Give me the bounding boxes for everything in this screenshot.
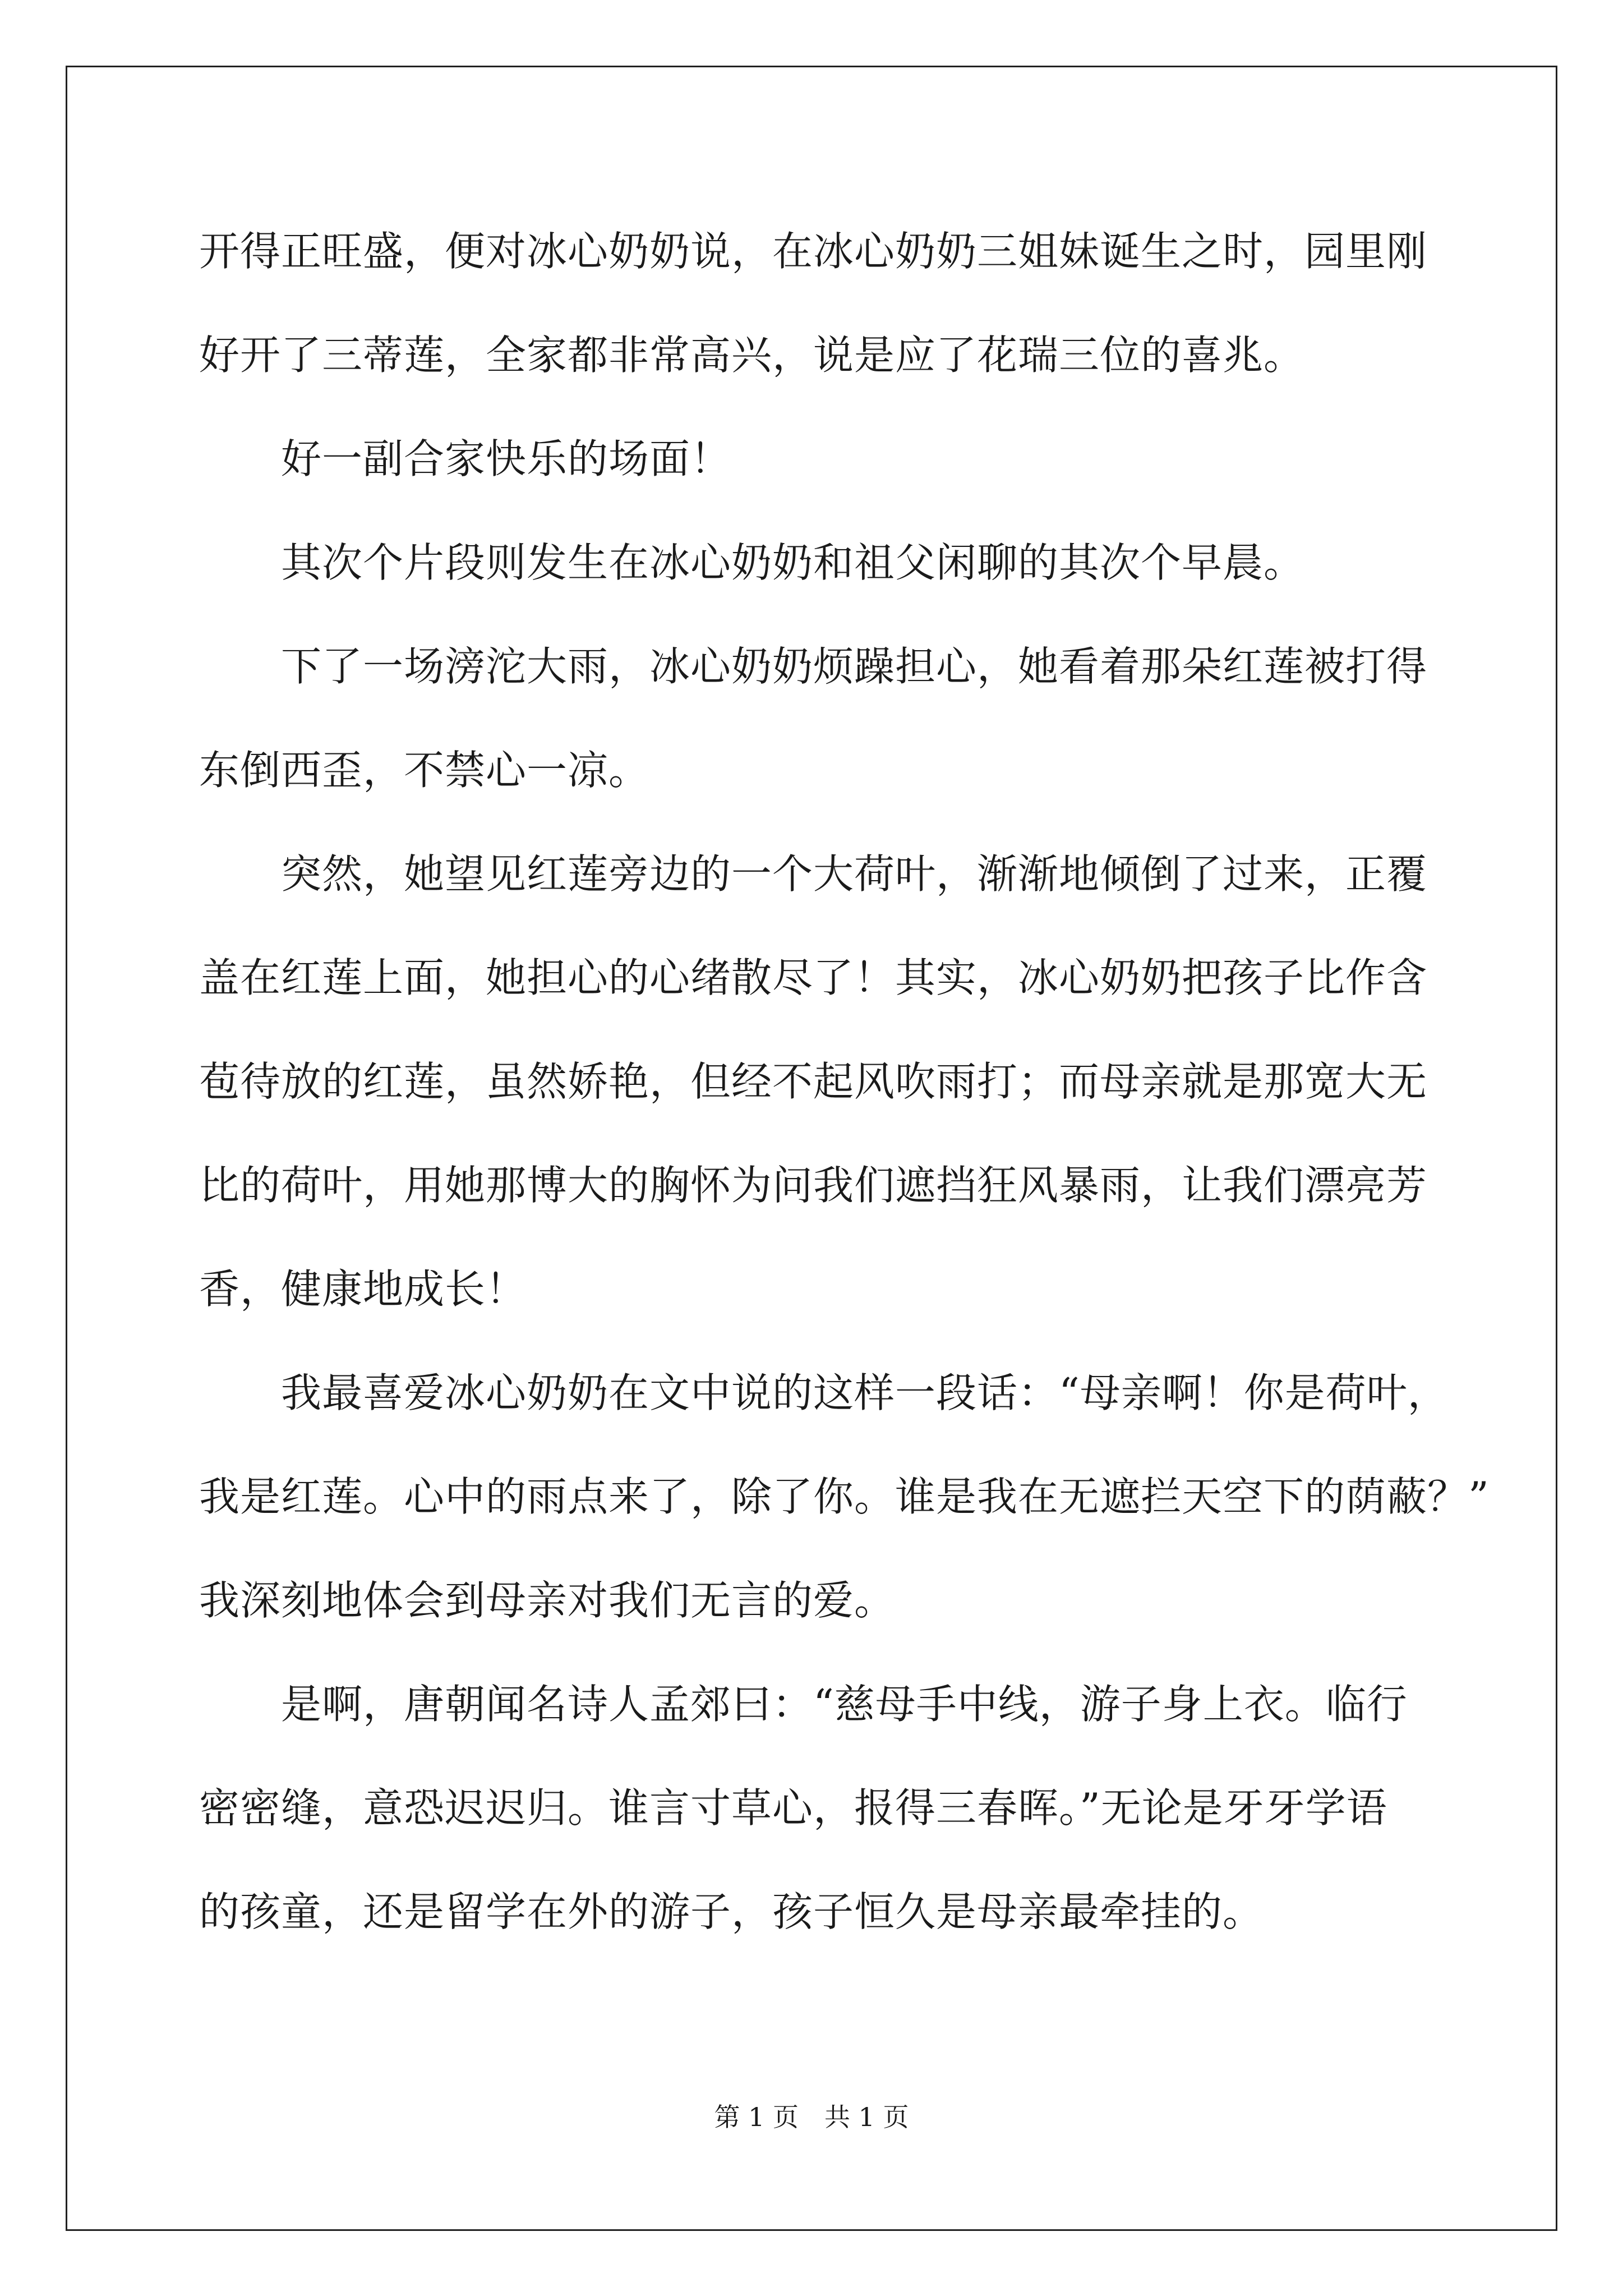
text-line-5: 下了一场滂沱大雨，冰心奶奶烦躁担心，她看着那朵红莲被打得 <box>199 643 1428 690</box>
text-line-8: 盖在红莲上面，她担心的心绪散尽了！其实，冰心奶奶把孩子比作含 <box>199 954 1428 1001</box>
text-line-4: 其次个片段则发生在冰心奶奶和祖父闲聊的其次个早晨。 <box>199 539 1305 586</box>
text-line-2: 好开了三蒂莲，全家都非常高兴，说是应了花瑞三位的喜兆。 <box>199 332 1305 379</box>
text-line-12: 我最喜爱冰心奶奶在文中说的这样一段话：“母亲啊！你是荷叶， <box>199 1369 1449 1416</box>
text-line-14: 我深刻地体会到母亲对我们无言的爱。 <box>199 1577 896 1624</box>
text-line-1: 开得正旺盛，便对冰心奶奶说，在冰心奶奶三姐妹诞生之时，园里刚 <box>199 228 1428 275</box>
text-line-6: 东倒西歪，不禁心一凉。 <box>199 747 650 794</box>
text-line-10: 比的荷叶，用她那博大的胸怀为问我们遮挡狂风暴雨，让我们漂亮芳 <box>199 1162 1428 1209</box>
text-line-13: 我是红莲。心中的雨点来了，除了你。谁是我在无遮拦天空下的荫蔽？” <box>199 1473 1490 1520</box>
text-line-17: 的孩童，还是留学在外的游子，孩子恒久是母亲最牵挂的。 <box>199 1888 1264 1935</box>
text-line-11: 香，健康地成长！ <box>199 1266 527 1313</box>
text-line-16: 密密缝，意恐迟迟归。谁言寸草心，报得三春晖。”无论是牙牙学语 <box>199 1784 1387 1832</box>
text-line-9: 苞待放的红莲，虽然娇艳，但经不起风吹雨打；而母亲就是那宽大无 <box>199 1058 1428 1105</box>
text-line-3: 好一副合家快乐的场面！ <box>199 435 732 482</box>
text-line-15: 是啊，唐朝闻名诗人孟郊曰：“慈母手中线，游子身上衣。临行 <box>199 1681 1408 1728</box>
page-number-footer: 第 1 页 共 1 页 <box>714 2102 909 2132</box>
text-line-7: 突然，她望见红莲旁边的一个大荷叶，渐渐地倾倒了过来，正覆 <box>199 850 1428 898</box>
